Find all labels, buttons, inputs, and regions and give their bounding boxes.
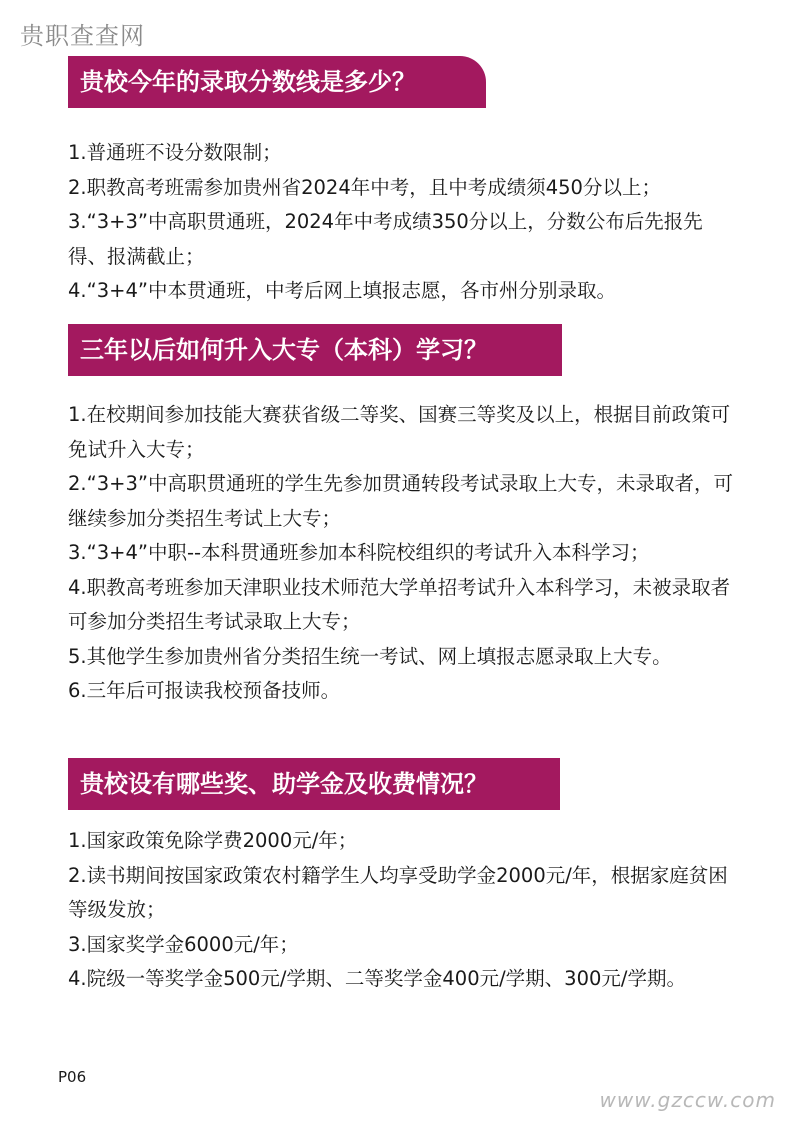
section-heading: 贵校设有哪些奖、助学金及收费情况？ bbox=[68, 758, 560, 810]
section-item-list bbox=[68, 398, 738, 709]
section-heading: 三年以后如何升入大专（本科）学习？ bbox=[68, 324, 562, 376]
section-heading: 贵校今年的录取分数线是多少？ bbox=[68, 56, 486, 108]
page-number: P06 bbox=[58, 1068, 87, 1086]
section-further-study bbox=[68, 324, 738, 709]
list-item: 4.职教高考班参加天津职业技术师范大学单招考试升入本科学习，未被录取者可参加分类招生考试录取上大专； bbox=[68, 575, 731, 633]
list-item: 5.其他学生参加贵州省分类招生统一考试、网上填报志愿录取上大专。 bbox=[68, 644, 672, 668]
section-scholarships-fees bbox=[68, 758, 738, 997]
list-item: 3.国家奖学金6000元/年； bbox=[68, 932, 299, 956]
list-item: 2.职教高考班需参加贵州省2024年中考，且中考成绩须450分以上； bbox=[68, 175, 661, 199]
section-item-list bbox=[68, 136, 738, 309]
list-item: 2.读书期间按国家政策农村籍学生人均享受助学金2000元/年，根据家庭贫困等级发放； bbox=[68, 863, 728, 921]
list-item: 1.普通班不设分数限制； bbox=[68, 141, 282, 164]
url-watermark: www.gzccw.com bbox=[599, 1088, 776, 1112]
list-item: 6.三年后可报读我校预备技师。 bbox=[68, 679, 341, 702]
site-watermark: 贵职查查网 bbox=[20, 22, 145, 50]
list-item: 1.在校期间参加技能大赛获省级二等奖、国赛三等奖及以上，根据目前政策可免试升入大专； bbox=[68, 403, 731, 461]
section-item-list bbox=[68, 824, 738, 997]
list-item: 4.“3+4”中本贯通班，中考后网上填报志愿，各市州分别录取。 bbox=[68, 279, 616, 302]
list-item: 1.国家政策免除学费2000元/年； bbox=[68, 829, 358, 852]
list-item: 3.“3+4”中职--本科贯通班参加本科院校组织的考试升入本科学习； bbox=[68, 541, 650, 564]
section-admission-scores bbox=[68, 56, 738, 309]
list-item: 4.院级一等奖学金500元/学期、二等奖学金400元/学期、300元/学期。 bbox=[68, 967, 686, 990]
list-item: 2.“3+3”中高职贯通班的学生先参加贯通转段考试录取上大专，未录取者，可继续参加分类招生考试上大专； bbox=[68, 472, 733, 530]
list-item: 3.“3+3”中高职贯通班，2024年中考成绩350分以上，分数公布后先报先得、报满截止； bbox=[68, 210, 703, 268]
